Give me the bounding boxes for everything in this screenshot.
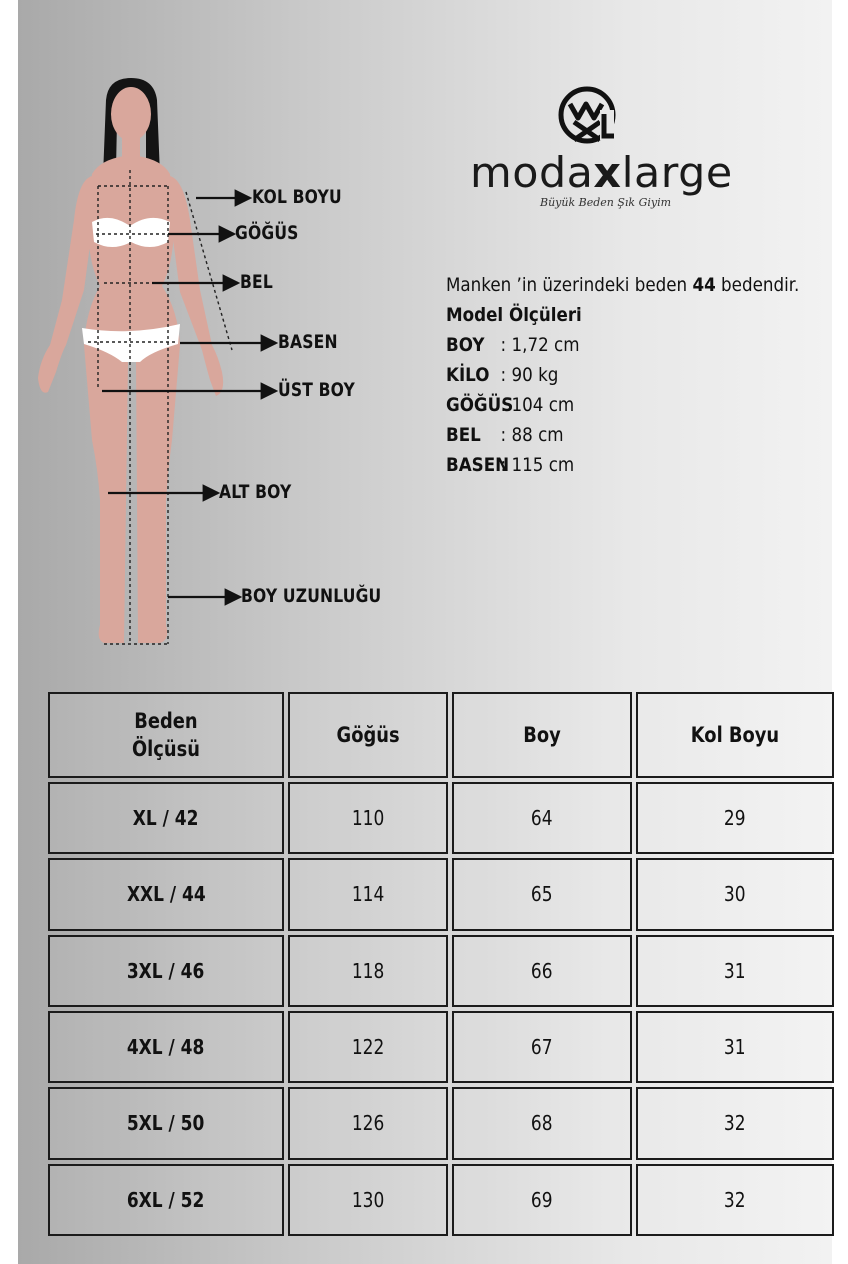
cell-kol-boyu: 31 bbox=[636, 935, 834, 1007]
model-heading-text: Model Ölçüleri bbox=[446, 304, 582, 326]
model-key: BEL bbox=[446, 424, 481, 446]
label-alt-boy: ALT BOY bbox=[219, 481, 292, 503]
label-ust-boy: ÜST BOY bbox=[278, 379, 355, 401]
model-key: BOY bbox=[446, 334, 485, 356]
header-gogus: Göğüs bbox=[288, 692, 448, 778]
cell-size: 4XL / 48 bbox=[48, 1011, 284, 1083]
label-kol-boyu: KOL BOYU bbox=[252, 186, 342, 208]
cell-boy: 68 bbox=[452, 1087, 632, 1159]
table-header-row bbox=[48, 692, 834, 778]
label-basen: BASEN bbox=[278, 331, 338, 353]
cell-kol-boyu: 32 bbox=[636, 1164, 834, 1236]
mxl-monogram-icon bbox=[556, 84, 618, 146]
model-row-bel bbox=[446, 420, 799, 450]
cell-kol-boyu: 30 bbox=[636, 858, 834, 930]
cell-size: XXL / 44 bbox=[48, 858, 284, 930]
cell-kol-boyu: 32 bbox=[636, 1087, 834, 1159]
brand-name-part1: moda bbox=[470, 148, 594, 197]
brand-name-part3: large bbox=[621, 148, 733, 197]
model-key: KİLO bbox=[446, 364, 490, 386]
header-kol-boyu: Kol Boyu bbox=[636, 692, 834, 778]
model-value: : 90 kg bbox=[500, 364, 559, 386]
header-beden-olcusu: Beden Ölçüsü bbox=[48, 692, 284, 778]
cell-boy: 66 bbox=[452, 935, 632, 1007]
cell-size: 3XL / 46 bbox=[48, 935, 284, 1007]
model-value: : 88 cm bbox=[500, 424, 564, 446]
table-row bbox=[48, 858, 834, 930]
cell-boy: 65 bbox=[452, 858, 632, 930]
intro-suffix: bedendir. bbox=[715, 274, 800, 296]
label-gogus: GÖĞÜS bbox=[235, 222, 299, 244]
model-value: : 115 cm bbox=[500, 454, 575, 476]
table-row bbox=[48, 782, 834, 854]
table-row bbox=[48, 1164, 834, 1236]
cell-gogus: 126 bbox=[288, 1087, 448, 1159]
model-info bbox=[446, 270, 799, 480]
model-heading bbox=[446, 300, 799, 330]
label-boy-uzunlugu: BOY UZUNLUĞU bbox=[241, 585, 382, 607]
model-row-basen bbox=[446, 450, 799, 480]
model-key: GÖĞÜS bbox=[446, 394, 514, 416]
cell-boy: 69 bbox=[452, 1164, 632, 1236]
cell-kol-boyu: 31 bbox=[636, 1011, 834, 1083]
model-row-kilo bbox=[446, 360, 799, 390]
model-intro bbox=[446, 270, 799, 300]
model-value: : 104 cm bbox=[500, 394, 575, 416]
intro-size: 44 bbox=[692, 274, 716, 296]
cell-gogus: 130 bbox=[288, 1164, 448, 1236]
cell-size: XL / 42 bbox=[48, 782, 284, 854]
cell-kol-boyu: 29 bbox=[636, 782, 834, 854]
label-bel: BEL bbox=[240, 271, 273, 293]
cell-gogus: 122 bbox=[288, 1011, 448, 1083]
brand-name bbox=[470, 148, 733, 197]
cell-gogus: 114 bbox=[288, 858, 448, 930]
cell-boy: 67 bbox=[452, 1011, 632, 1083]
brand-name-x: x bbox=[593, 148, 622, 197]
table-row bbox=[48, 1011, 834, 1083]
table-row bbox=[48, 935, 834, 1007]
model-row-boy bbox=[446, 330, 799, 360]
table-row bbox=[48, 1087, 834, 1159]
brand-slogan: Büyük Beden Şık Giyim bbox=[540, 196, 672, 209]
intro-prefix: Manken ’in üzerindeki beden bbox=[446, 274, 693, 296]
cell-gogus: 118 bbox=[288, 935, 448, 1007]
header-boy: Boy bbox=[452, 692, 632, 778]
model-row-gogus bbox=[446, 390, 799, 420]
cell-boy: 64 bbox=[452, 782, 632, 854]
model-value: : 1,72 cm bbox=[500, 334, 580, 356]
model-key: BASEN bbox=[446, 454, 510, 476]
cell-size: 5XL / 50 bbox=[48, 1087, 284, 1159]
cell-size: 6XL / 52 bbox=[48, 1164, 284, 1236]
size-table bbox=[44, 688, 838, 1240]
cell-gogus: 110 bbox=[288, 782, 448, 854]
